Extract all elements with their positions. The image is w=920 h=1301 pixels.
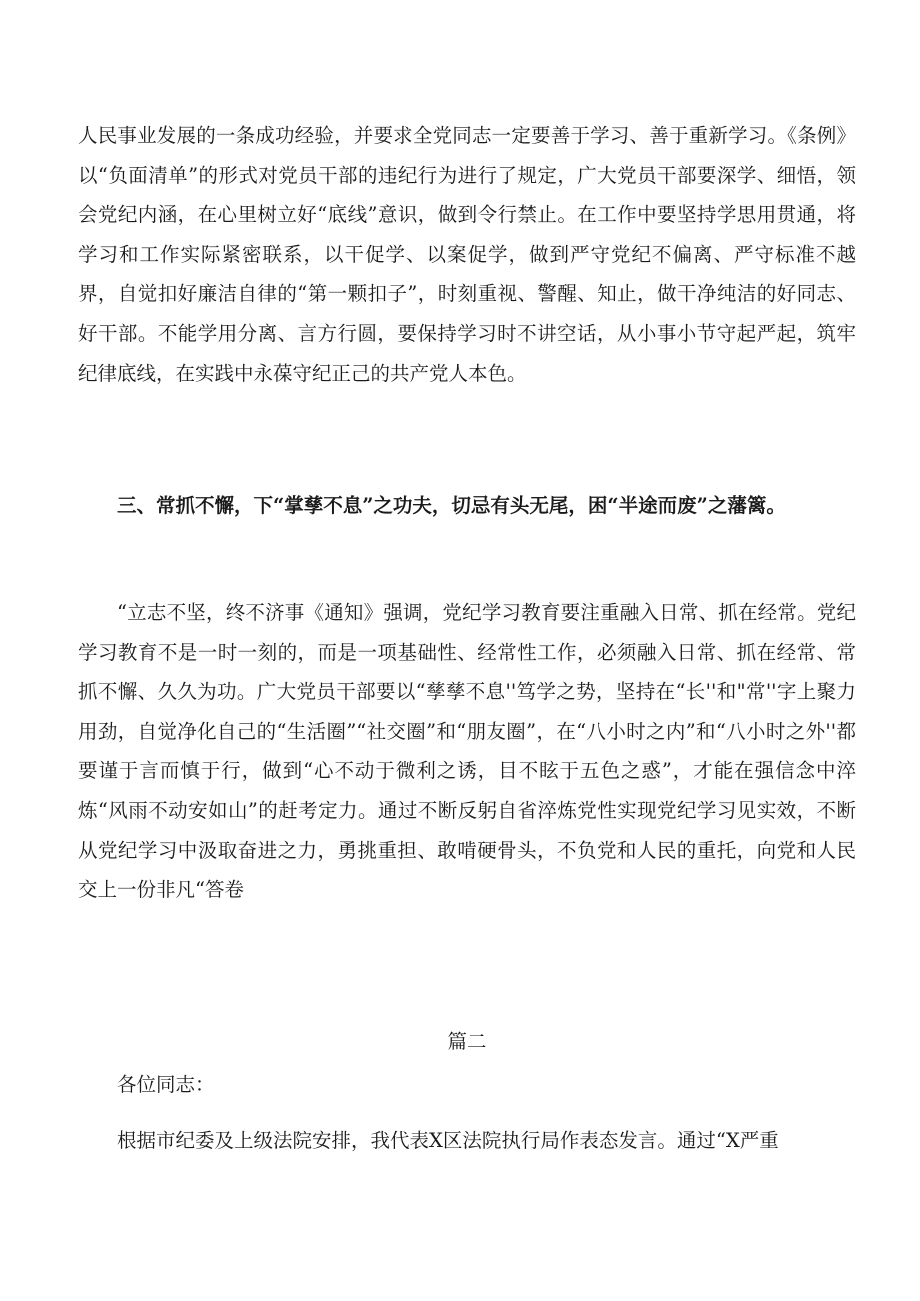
greeting: 各位同志：: [117, 1073, 215, 1096]
body-paragraph: 人民事业发展的一条成功经验，并要求全党同志一定要善于学习、善于重新学习。《条例》以“负面清单”的形式对党员干部的违纪行为进行了规定，广大党员干部要深学、细悟，领会党纪内涵，在心里树立好“底线”意识，做到令行禁止。在工作中要坚持学思用贯通，将学习和工作实际紧密联系，以干促学、以案促学，做到严守党纪不偏离、严守标准不越界，自觉扣好廉洁自律的“第一颗扣子”，时刻重视、警醒、知止，做干净纯洁的好同志、好干部。不能学用分离、言方行圆，要保持学习时不讲空话，从小事小节守起严起，筑牢纪律底线，在实践中永葆守纪正己的共产党人本色。: [78, 124, 856, 385]
section-heading-3: 三、常抓不懈，下“掌孳不息”之功夫，切忌有头无尾，困“半途而废”之藩篱。: [117, 494, 786, 517]
body-paragraph: “立志不坚，终不济事《通知》强调，党纪学习教育要注重融入日常、抓在经常。党纪学习教育不是一时一刻的，而是一项基础性、经常性工作，必须融入日常、抓在经常、常抓不懈、久久为功。广大党员干部要以“孳孳不息''笃学之势，坚持在“长''和"常''字上聚力用劲，自觉净化自己的“生活圈”“社交圈”和“朋友圈”，在“八小时之内”和“八小时之外''都要谨于言而慎于行，做到“心不动于微利之诱，目不眩于五色之惑”，才能在强信念中淬炼“风雨不动安如山”的赶考定力。通过不断反躬自省淬炼党性实现党纪学习见实效，不断从党纪学习中汲取奋进之力，勇挑重担、敢啃硬骨头，不负党和人民的重托，向党和人民交上一份非凡“答卷: [78, 601, 856, 902]
body-paragraph: 根据市纪委及上级法院安排，我代表X区法院执行局作表态发言。通过“X严重: [117, 1129, 779, 1152]
section-title: 篇二: [447, 1030, 487, 1053]
